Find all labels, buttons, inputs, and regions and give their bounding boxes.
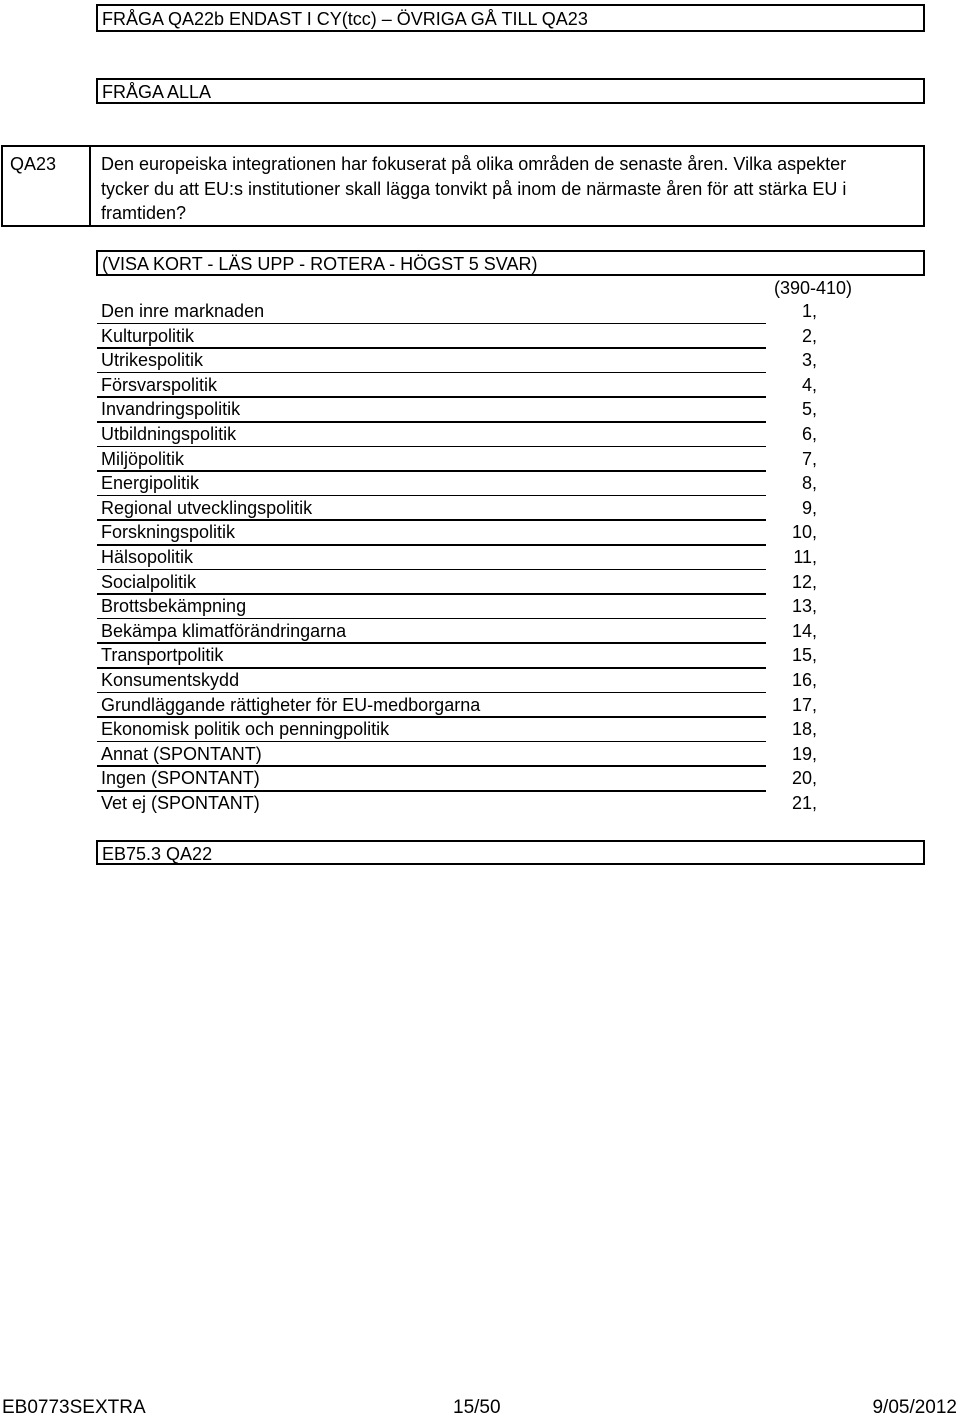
answer-option-row bbox=[0, 397, 960, 422]
answer-option-code: 20, bbox=[791, 768, 817, 789]
answer-option-code: 3, bbox=[801, 350, 817, 371]
answer-option-row bbox=[0, 693, 960, 718]
answer-option-code: 14, bbox=[791, 620, 817, 641]
answer-option-row bbox=[0, 422, 960, 447]
answer-option-label: Miljöpolitik bbox=[101, 448, 185, 469]
question-id: QA23 bbox=[10, 154, 57, 174]
answer-option-label: Brottsbekämpning bbox=[101, 596, 247, 617]
footer-date: 9/05/2012 bbox=[872, 1397, 957, 1418]
answer-option-code: 17, bbox=[791, 694, 817, 715]
answer-option-row bbox=[0, 766, 960, 791]
answer-option-label: Utrikespolitik bbox=[101, 350, 204, 371]
answer-option-label: Forskningspolitik bbox=[101, 522, 236, 543]
answer-option-code: 5, bbox=[801, 399, 817, 420]
answer-option-code: 1, bbox=[801, 301, 817, 321]
answer-option-row bbox=[0, 742, 960, 767]
question-text-line-2: tycker du att EU:s institutioner skall lägga tonvikt på inom de närmaste åren för att stärka EU i bbox=[101, 179, 847, 199]
answer-option-label: Vet ej (SPONTANT) bbox=[101, 793, 260, 813]
answer-option-code: 8, bbox=[801, 473, 817, 494]
answer-option-label: Grundläggande rättigheter för EU-medborgarna bbox=[101, 694, 481, 715]
question-text-line-1: Den europeiska integrationen har fokuserat på olika områden de senaste åren. Vilka aspekter bbox=[101, 154, 847, 174]
answer-option-row bbox=[0, 471, 960, 496]
answer-option-row bbox=[0, 619, 960, 644]
answer-option-label: Annat (SPONTANT) bbox=[101, 743, 262, 764]
footer-doc-id: EB0773SEXTRA bbox=[2, 1397, 146, 1418]
answer-option-label: Socialpolitik bbox=[101, 571, 197, 592]
answer-option-code: 19, bbox=[791, 743, 817, 764]
answer-option-code: 16, bbox=[791, 670, 817, 690]
source-box bbox=[96, 840, 925, 865]
answer-option-label: Bekämpa klimatförändringarna bbox=[101, 620, 347, 641]
ask-all-text: FRÅGA ALLA bbox=[102, 82, 212, 102]
answer-option-code: 11, bbox=[793, 547, 817, 567]
answer-option-code: 4, bbox=[801, 374, 817, 395]
answer-option-label: Utbildningspolitik bbox=[101, 424, 237, 444]
instruction-text: (VISA KORT - LÄS UPP - ROTERA - HÖGST 5 SVAR) bbox=[102, 254, 538, 274]
code-range: (390-410) bbox=[774, 278, 853, 298]
answer-option-label: Försvarspolitik bbox=[101, 374, 218, 395]
answer-option-code: 15, bbox=[791, 645, 817, 666]
routing-box bbox=[96, 4, 925, 32]
answer-option-code: 2, bbox=[801, 325, 817, 346]
answer-option-row bbox=[0, 545, 960, 570]
answer-option-row bbox=[0, 496, 960, 521]
answer-option-row bbox=[0, 373, 960, 398]
answer-option-row bbox=[0, 570, 960, 595]
answer-option-label: Kulturpolitik bbox=[101, 325, 195, 346]
answer-option-row bbox=[0, 299, 960, 324]
source-text: EB75.3 QA22 bbox=[102, 844, 213, 864]
answer-option-row bbox=[0, 668, 960, 693]
answer-option-label: Hälsopolitik bbox=[101, 547, 194, 567]
answer-option-row bbox=[0, 348, 960, 373]
question-box bbox=[1, 145, 925, 227]
answer-option-label: Regional utvecklingspolitik bbox=[101, 497, 313, 518]
answer-option-label: Energipolitik bbox=[101, 473, 200, 494]
answer-option-label: Den inre marknaden bbox=[101, 301, 265, 321]
answer-option-row bbox=[0, 643, 960, 668]
answer-option-code: 10, bbox=[791, 522, 817, 543]
footer-page-number: 15/50 bbox=[453, 1397, 501, 1418]
question-text-line-3: framtiden? bbox=[101, 203, 187, 223]
answer-option-row bbox=[0, 594, 960, 619]
question-divider bbox=[89, 147, 91, 225]
answer-options-list bbox=[0, 299, 960, 819]
answer-option-label: Ingen (SPONTANT) bbox=[101, 768, 260, 789]
answer-option-row bbox=[0, 791, 960, 816]
answer-option-row bbox=[0, 717, 960, 742]
answer-option-code: 18, bbox=[791, 719, 817, 740]
answer-option-row bbox=[0, 324, 960, 349]
instruction-box bbox=[96, 250, 925, 276]
answer-option-code: 21, bbox=[791, 793, 817, 813]
answer-option-row bbox=[0, 520, 960, 545]
answer-option-label: Konsumentskydd bbox=[101, 670, 240, 690]
routing-text: FRÅGA QA22b ENDAST I CY(tcc) – ÖVRIGA GÅ TILL QA23 bbox=[102, 9, 588, 29]
answer-option-label: Invandringspolitik bbox=[101, 399, 241, 420]
answer-option-code: 12, bbox=[791, 571, 817, 592]
answer-option-code: 7, bbox=[801, 448, 817, 469]
answer-option-label: Transportpolitik bbox=[101, 645, 224, 666]
ask-all-box bbox=[96, 78, 925, 104]
answer-option-code: 13, bbox=[791, 596, 817, 617]
answer-option-row bbox=[0, 447, 960, 472]
answer-option-label: Ekonomisk politik och penningpolitik bbox=[101, 719, 390, 740]
answer-option-code: 9, bbox=[801, 497, 817, 518]
answer-option-code: 6, bbox=[801, 424, 817, 444]
